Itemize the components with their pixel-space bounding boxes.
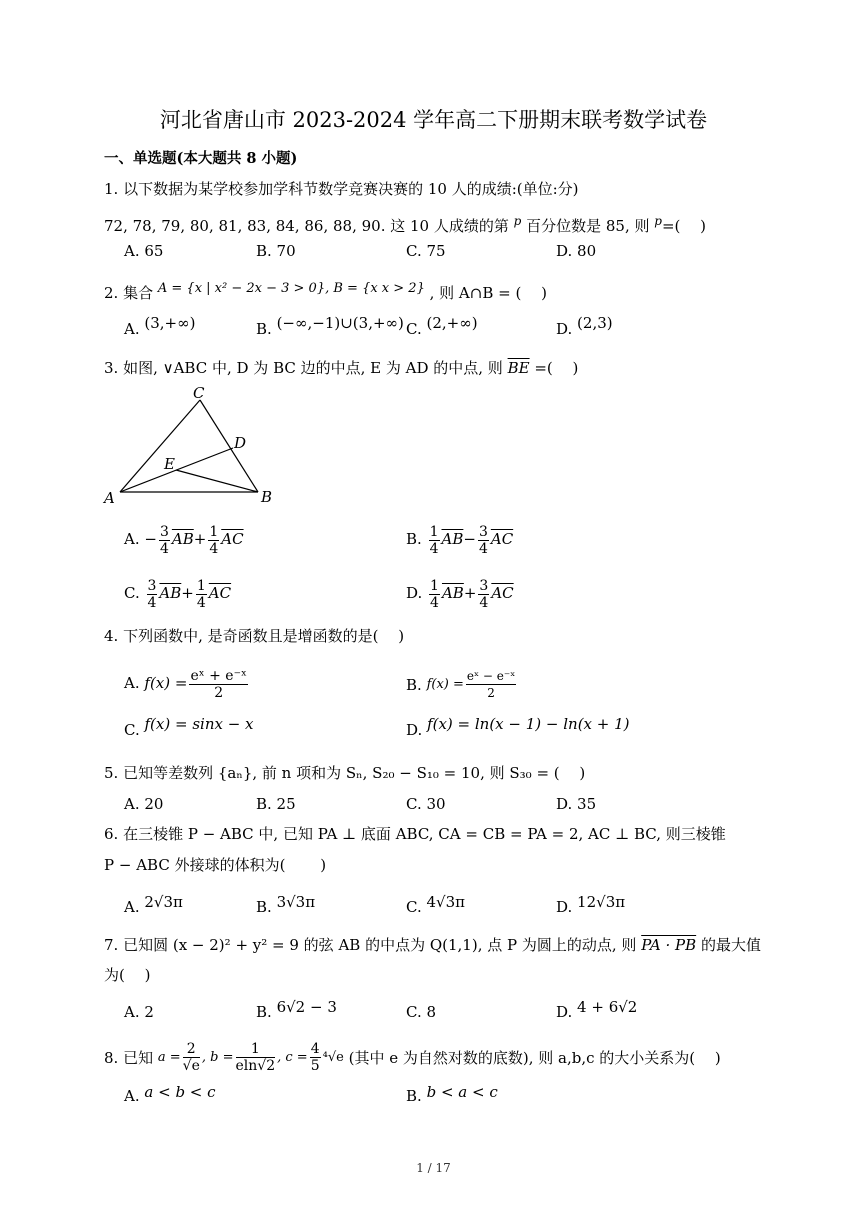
vertex-label-b: B	[261, 488, 273, 506]
question-1-data: 72, 78, 79, 80, 81, 83, 84, 86, 88, 90. 这 10 人成绩的第 $^p$ 百分位数是 85, 则 $^p$=( )	[104, 214, 707, 235]
option-a: A. f(x) = $\frac{\text{eˣ + e⁻ˣ}}{2}$	[124, 667, 247, 701]
option-c: C. f(x) = sinx − x	[124, 715, 254, 739]
option-c: C. (2,+∞)	[406, 314, 478, 338]
option-b: B. 25	[256, 795, 296, 813]
set-definition: A = {x | x² − 2x − 3 > 0}, B = {x x > 2}	[157, 281, 425, 296]
vertex-label-d: D	[234, 434, 247, 452]
option-d: D. f(x) = ln(x − 1) − ln(x + 1)	[406, 715, 630, 739]
option-a: A. 2√3π	[124, 893, 183, 916]
question-4-stem: 4. 下列函数中, 是奇函数且是增函数的是( )	[104, 627, 405, 645]
option-d: D. $\frac{1}{4}$ $\overline{AB}+$ $\frac{3}{4}$ $\overline{AC}$	[406, 577, 514, 611]
question-3-stem: 3. 如图, ∨ABC 中, D 为 BC 边的中点, E 为 AD 的中点, 则 $\overline{BE}$ =( )	[104, 359, 579, 377]
page-number: 1 / 17	[416, 1161, 451, 1175]
option-d: D. 12√3π	[556, 893, 626, 916]
option-c: C. $\frac{3}{4}$ $\overline{AB}+$ $\frac{1}{4}$ $\overline{AC}$	[124, 577, 232, 611]
question-1-stem: 1. 以下数据为某学校参加学科节数学竞赛决赛的 10 人的成绩:(单位:分)	[104, 180, 579, 198]
option-b: B. 6√2 − 3	[256, 998, 337, 1021]
vertex-label-c: C	[193, 384, 205, 402]
option-d: D. 4 + 6√2	[556, 998, 638, 1021]
option-b: B. b < a < c	[406, 1083, 498, 1105]
option-a: A. (3,+∞)	[124, 314, 196, 338]
option-a: A. − $\frac{3}{4}$ $\overline{AB}+$ $\frac{1}{4}$ $\overline{AC}$	[124, 523, 244, 557]
option-d: D. (2,3)	[556, 314, 613, 338]
option-b: B. 70	[256, 242, 296, 260]
question-5-stem: 5. 已知等差数列 {aₙ}, 前 n 项和为 Sₙ, S₂₀ − S₁₀ = 10, 则 S₃₀ = ( )	[104, 764, 586, 782]
option-a: A. a < b < c	[124, 1083, 216, 1105]
option-b: B. f(x) = $\frac{\text{eˣ − e⁻ˣ}}{2}$	[406, 668, 516, 700]
option-a: A. 65	[124, 242, 164, 260]
option-c: C. 4√3π	[406, 893, 466, 916]
question-2-stem: 2. 集合 A = {x | x² − 2x − 3 > 0}, B = {x x > 2} , 则 A∩B = ( )	[104, 281, 547, 302]
vertex-label-a: A	[104, 489, 115, 507]
option-d: D. 35	[556, 795, 597, 813]
question-7-stem-cont: 为( )	[104, 966, 151, 984]
option-b: B. (−∞,−1)∪(3,+∞)	[256, 314, 404, 338]
question-6-stem: 6. 在三棱锥 P − ABC 中, 已知 PA ⊥ 底面 ABC, CA = CB = PA = 2, AC ⊥ BC, 则三棱锥	[104, 825, 726, 843]
option-a: A. 20	[124, 795, 164, 813]
option-c: C. 75	[406, 242, 446, 260]
option-d: D. 80	[556, 242, 597, 260]
option-c: C. 30	[406, 795, 446, 813]
page-title: 河北省唐山市 2023-2024 学年高二下册期末联考数学试卷	[159, 108, 708, 132]
triangle-figure	[100, 384, 290, 509]
question-7-stem: 7. 已知圆 (x − 2)² + y² = 9 的弦 AB 的中点为 Q(1,1), 点 P 为圆上的动点, 则 PA · PB 的最大值	[104, 936, 761, 954]
section-heading: 一、单选题(本大题共 8 小题)	[104, 150, 298, 167]
option-b: B. $\frac{1}{4}$ $\overline{AB}-$ $\frac{3}{4}$ $\overline{AC}$	[406, 523, 514, 557]
vertex-label-e: E	[164, 455, 175, 473]
option-a: A. 2	[124, 1003, 154, 1021]
option-b: B. 3√3π	[256, 893, 316, 916]
question-6-stem-cont: P − ABC 外接球的体积为( )	[104, 856, 327, 874]
option-c: C. 8	[406, 1003, 437, 1021]
question-8-stem: 8. 已知 a = $\frac{2}{√e}$ , b = $\frac{1}{eln√2}$ , c = $\frac{4}{5}$ ⁴√e (其中 e 为自然对数的底数), 则 a,b,c 的大小关系为( )	[104, 1040, 721, 1074]
